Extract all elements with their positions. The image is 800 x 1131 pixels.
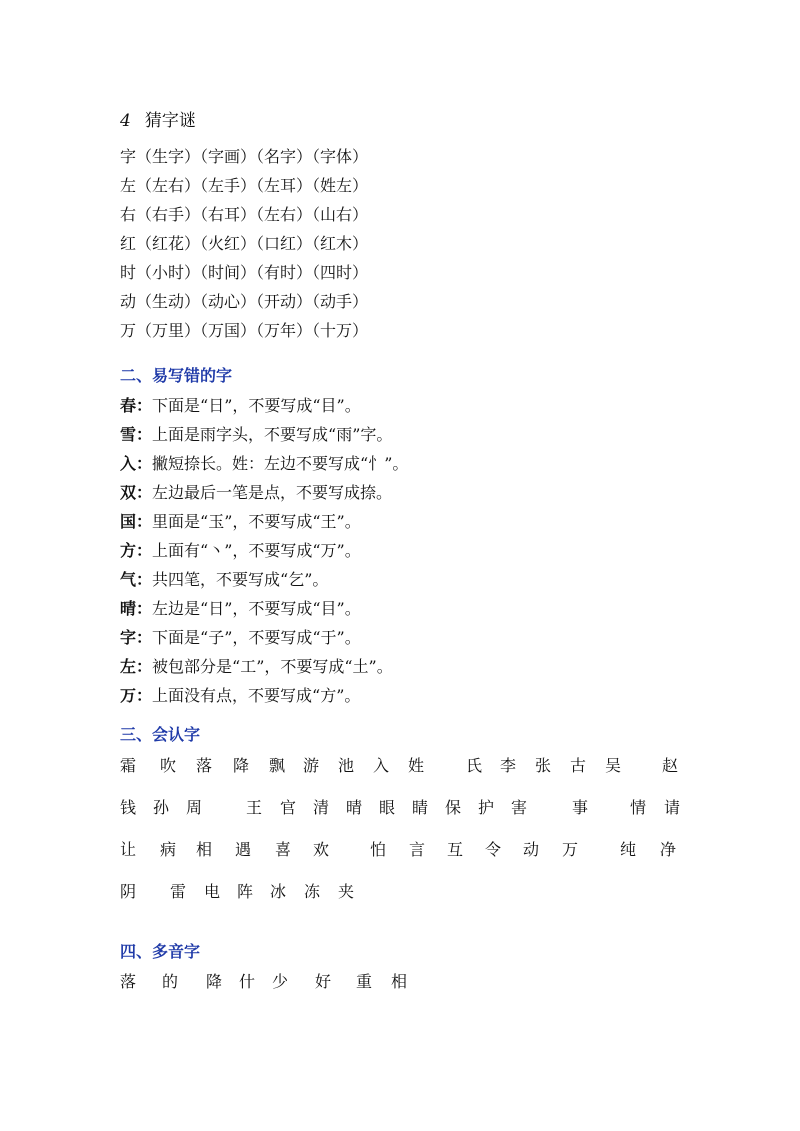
recognize-char: 姓 <box>408 756 425 775</box>
recognize-char: 纯 <box>620 840 637 859</box>
polyphone-char: 少 <box>272 972 289 991</box>
error-char: 气： <box>120 570 153 589</box>
recognize-char: 言 <box>409 840 426 859</box>
recognize-char: 周 <box>186 798 203 817</box>
error-item <box>120 536 408 565</box>
recognize-char: 遇 <box>235 840 252 859</box>
error-char: 字： <box>120 628 153 647</box>
recognize-char: 赵 <box>662 756 679 775</box>
recognize-char: 降 <box>233 756 250 775</box>
error-char: 左： <box>120 657 153 676</box>
recognize-char: 钱 <box>120 798 137 817</box>
error-text: 下面是“子”，不要写成“于”。 <box>152 628 361 647</box>
error-char: 入： <box>120 454 153 473</box>
error-char: 万： <box>120 686 153 705</box>
recognize-char: 池 <box>338 756 355 775</box>
recognize-char: 游 <box>303 756 320 775</box>
recognize-row <box>120 754 720 796</box>
recognize-char: 睛 <box>412 798 429 817</box>
riddle-row: 万（万里）（万国）（万年）（十万） <box>120 321 369 340</box>
recognize-char: 夹 <box>338 882 355 901</box>
recognize-char: 吴 <box>605 756 622 775</box>
recognize-char: 氏 <box>466 756 483 775</box>
polyphone-char: 相 <box>391 972 408 991</box>
recognize-char: 李 <box>500 756 517 775</box>
recognize-char: 万 <box>562 840 579 859</box>
recognize-char: 害 <box>511 798 528 817</box>
polyphone-char: 降 <box>206 972 223 991</box>
recognize-char: 晴 <box>346 798 363 817</box>
error-item <box>120 623 408 652</box>
riddle-row: 红（红花）（火红）（口红）（红木） <box>120 234 369 253</box>
error-text: 被包部分是“工”，不要写成“土”。 <box>152 657 393 676</box>
polyphone-heading: 四、多音字 <box>120 942 201 961</box>
error-item <box>120 652 408 681</box>
recognize-char: 清 <box>313 798 330 817</box>
riddle-row: 字（生字）（字画）（名字）（字体） <box>120 147 369 166</box>
errors-list <box>120 391 408 710</box>
recognize-char: 病 <box>160 840 177 859</box>
recognize-char: 令 <box>485 840 502 859</box>
recognize-char: 电 <box>204 882 221 901</box>
recognize-char: 事 <box>572 798 589 817</box>
recognize-char: 古 <box>570 756 587 775</box>
polyphone-char: 落 <box>120 972 137 991</box>
polyphone-row <box>120 970 720 1000</box>
recognize-char: 王 <box>246 798 263 817</box>
polyphone-char: 的 <box>162 972 179 991</box>
riddle-row: 时（小时）（时间）（有时）（四时） <box>120 263 369 282</box>
recognize-char: 雷 <box>170 882 187 901</box>
error-char: 春： <box>120 396 153 415</box>
recognize-char: 护 <box>478 798 495 817</box>
errors-heading: 二、易写错的字 <box>120 366 233 385</box>
recognize-row <box>120 838 720 880</box>
recognize-char: 阴 <box>120 882 137 901</box>
section-number: 4 <box>120 111 131 131</box>
recognize-char: 冰 <box>270 882 287 901</box>
recognize-char: 落 <box>196 756 213 775</box>
recognize-grid <box>120 754 720 922</box>
recognize-char: 入 <box>373 756 390 775</box>
recognize-char: 互 <box>447 840 464 859</box>
polyphone-char: 什 <box>239 972 256 991</box>
error-text: 里面是“玉”，不要写成“王”。 <box>152 512 361 531</box>
recognize-char: 冻 <box>304 882 321 901</box>
recognize-char: 净 <box>660 840 677 859</box>
recognize-char: 相 <box>196 840 213 859</box>
error-item <box>120 681 408 710</box>
recognize-char: 情 <box>630 798 647 817</box>
recognize-char: 霜 <box>120 756 137 775</box>
error-char: 方： <box>120 541 153 560</box>
error-char: 国： <box>120 512 153 531</box>
section-4-title <box>120 106 196 131</box>
error-item <box>120 449 408 478</box>
error-item <box>120 565 408 594</box>
recognize-char: 阵 <box>237 882 254 901</box>
error-text: 下面是“日”，不要写成“目”。 <box>152 396 361 415</box>
recognize-row <box>120 796 720 838</box>
recognize-char: 张 <box>535 756 552 775</box>
error-item <box>120 391 408 420</box>
recognize-char: 欢 <box>313 840 330 859</box>
recognize-char: 喜 <box>275 840 292 859</box>
recognize-char: 孙 <box>153 798 170 817</box>
riddle-row: 右（右手）（右耳）（左右）（山右） <box>120 205 369 224</box>
error-item <box>120 420 408 449</box>
error-item <box>120 507 408 536</box>
recognize-char: 官 <box>280 798 297 817</box>
recognize-char: 动 <box>523 840 540 859</box>
riddle-row: 动（生动）（动心）（开动）（动手） <box>120 292 369 311</box>
error-item <box>120 478 408 507</box>
riddle-row: 左（左右）（左手）（左耳）（姓左） <box>120 176 369 195</box>
error-text: 左边最后一笔是点，不要写成捺。 <box>152 483 393 502</box>
riddle-list <box>120 142 368 345</box>
error-text: 撇短捺长。姓：左边不要写成“忄”。 <box>152 454 409 473</box>
error-text: 上面有“丶”，不要写成“万”。 <box>152 541 361 560</box>
polyphone-char: 好 <box>315 972 332 991</box>
error-char: 雪： <box>120 425 153 444</box>
error-text: 上面是雨字头，不要写成“雨”字。 <box>152 425 393 444</box>
recognize-char: 飘 <box>269 756 286 775</box>
polyphone-char: 重 <box>356 972 373 991</box>
recognize-char: 请 <box>664 798 681 817</box>
recognize-heading: 三、会认字 <box>120 725 201 744</box>
section-title-text: 猜字谜 <box>144 111 196 131</box>
error-char: 双： <box>120 483 153 502</box>
error-char: 晴： <box>120 599 153 618</box>
error-text: 上面没有点，不要写成“方”。 <box>152 686 361 705</box>
recognize-char: 怕 <box>370 840 387 859</box>
error-text: 左边是“日”，不要写成“目”。 <box>152 599 361 618</box>
recognize-char: 眼 <box>379 798 396 817</box>
recognize-char: 保 <box>445 798 462 817</box>
recognize-char: 让 <box>120 840 137 859</box>
error-text: 共四笔，不要写成“乞”。 <box>152 570 329 589</box>
error-item <box>120 594 408 623</box>
recognize-char: 吹 <box>160 756 177 775</box>
recognize-row <box>120 880 720 922</box>
